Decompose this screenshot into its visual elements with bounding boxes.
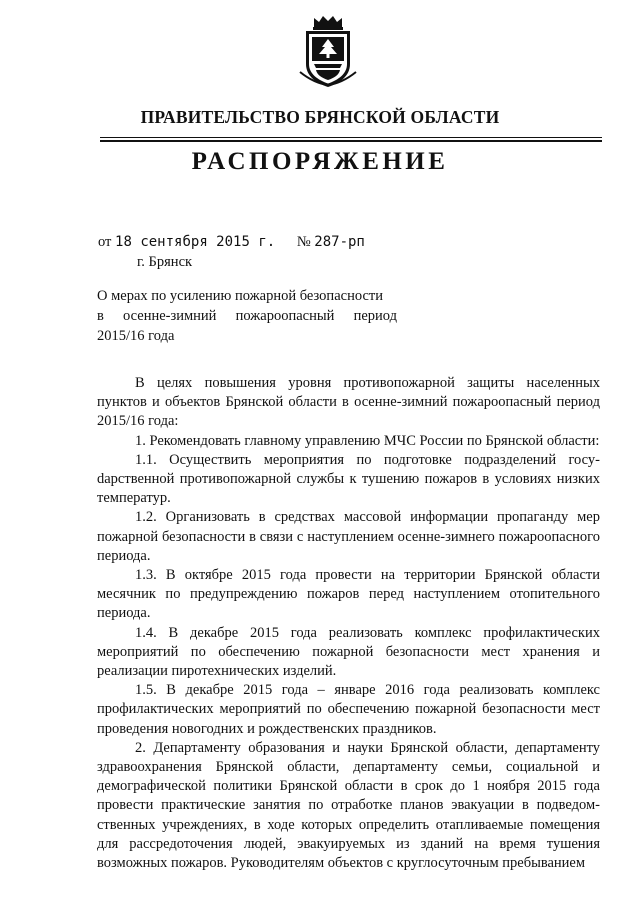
header-divider-thin: [100, 137, 602, 138]
document-type-heading: РАСПОРЯЖЕНИЕ: [191, 148, 449, 175]
body-paragraph: 1. Рекомендовать главному управлению МЧС России по Брянской области:: [135, 432, 600, 449]
document-city: г. Брянск: [137, 254, 193, 270]
document-number: 287-рп: [314, 234, 365, 250]
subject-line: О мерах по усилению пожарной безопасности: [97, 288, 383, 304]
document-subject: [97, 286, 397, 346]
subject-line: в осенне-зимний пожароопасный период: [97, 308, 397, 324]
date-number-line: [98, 234, 365, 251]
body-paragraph: 1.1. Осуществить мероприятия по подготовке подразделений госуdарственной противопожарной службы к тушению пожаров в условиях низких температур.: [97, 451, 600, 507]
government-title: ПРАВИТЕЛЬСТВО БРЯНСКОЙ ОБЛАСТИ: [140, 107, 500, 127]
number-prefix: №: [296, 234, 311, 250]
document-date: 18 сентября 2015 г.: [115, 234, 276, 250]
document-body: [97, 374, 600, 873]
header-divider-thick: [100, 140, 602, 142]
subject-line: 2015/16 года: [97, 328, 175, 344]
body-paragraph: 1.5. В декабре 2015 года – январе 2016 года реализовать комплекс профилактических мероприятий по обеспечению пожарной безопасности мест проведения новогодних и рождественских праздников.: [97, 682, 600, 737]
date-prefix: от: [98, 234, 112, 250]
body-paragraph: 2. Департаменту образования и науки Брянской области, департаменту здравоохранения Брянской области, департаменту семьи, социальной и демографической политики Брянской области в срок до 1 ноября 2015 года провести практические занятия по отработке планов эвакуации в подведомственных учреждениях, в ходе которых определить отапливаемые помещения для рассредоточения людей, эвакуируемых из зданий на время тушения возможных пожаров. Руководителям объектов с круглосуточным пребыванием: [97, 739, 600, 872]
coat-of-arms-icon: [296, 14, 360, 90]
body-paragraph: 1.3. В октябре 2015 года провести на территории Брянской области месячник по предупреждению пожаров перед наступлением отопительного периода.: [97, 567, 600, 622]
body-paragraph: 1.2. Организовать в средствах массовой информации пропаганду мер пожарной безопасности в связи с наступлением осенне-зимнего пожароопасного периода.: [97, 509, 600, 564]
body-paragraph: 1.4. В декабре 2015 года реализовать комплекс профилактических мероприятий по обеспечению пожарной безопасности мест хранения и реализации пиротехнических изделий.: [97, 624, 600, 680]
body-paragraph: В целях повышения уровня противопожарной защиты населенных пунктов и объектов Брянской области в осенне-зимний пожароопасный период 2015/16 года:: [97, 375, 600, 430]
